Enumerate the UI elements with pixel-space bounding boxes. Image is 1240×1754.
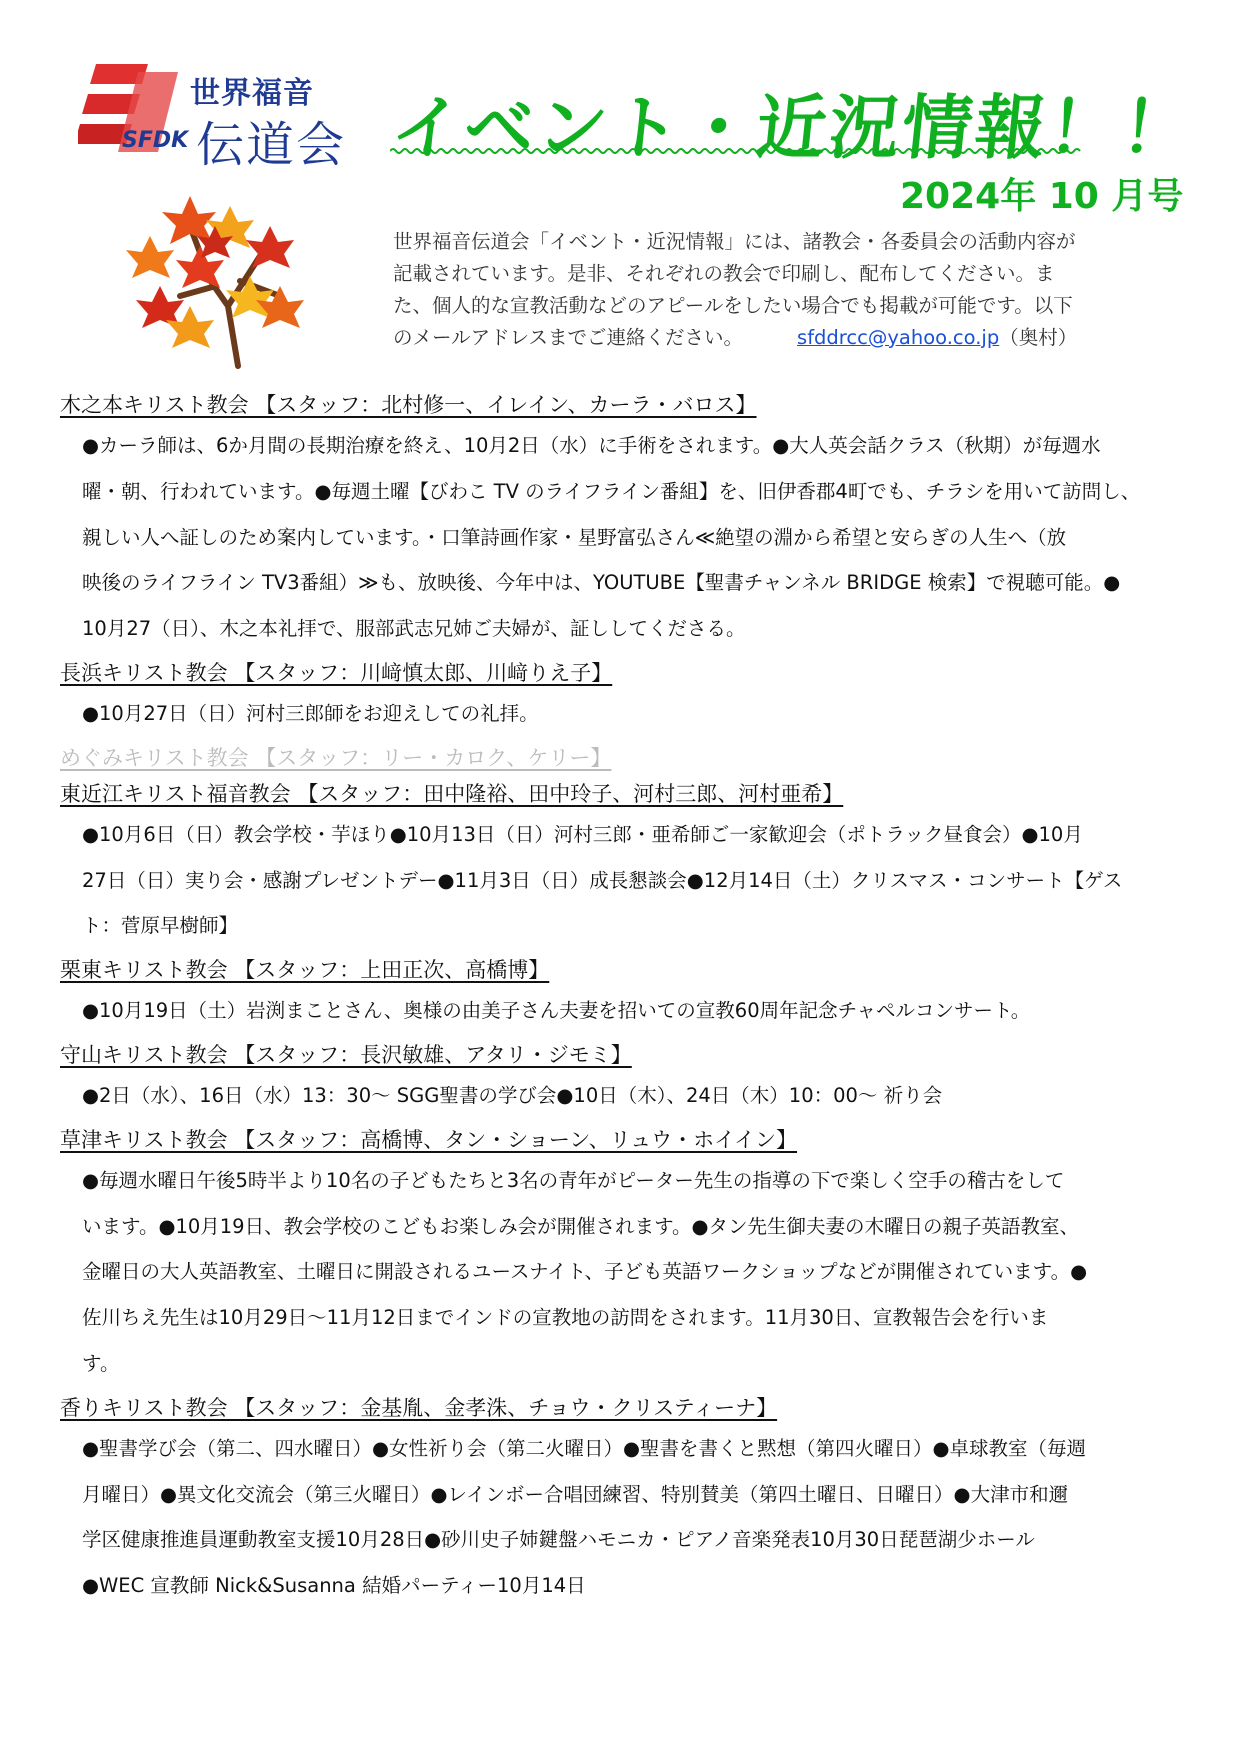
intro-line-last [393, 322, 1153, 354]
body-line: ●10月27日（日）河村三郎師をお迎えしての礼拝。 [82, 701, 539, 725]
church-heading-higashiomi: 東近江キリスト福音教会 【スタッフ：田中隆裕、田中玲子、河村三郎、河村亜希】 [60, 781, 844, 806]
intro-line: 記載されています。是非、それぞれの教会で印刷し、配布してください。ま [393, 262, 1055, 285]
autumn-leaves-icon [120, 186, 310, 376]
logo-abbreviation: SFDK [122, 128, 189, 153]
logo-name-top: 世界福音 [190, 76, 314, 111]
issue-date: 2024年 10 月号 [900, 176, 1184, 217]
church-body-kaori [60, 1426, 1190, 1609]
body-line: 金曜日の大人英語教室、土曜日に開設されるユースナイト、子ども英語ワークショップなどが開催されています。● [82, 1260, 1088, 1284]
church-heading-kusatsu: 草津キリスト教会 【スタッフ：高橋博、タン・ショーン、リュウ・ホイイン】 [60, 1127, 798, 1152]
body-line: 佐川ちえ先生は10月29日～11月12日までインドの宣教地の訪問をされます。11月30日、宣教報告会を行いま [82, 1306, 1049, 1330]
org-logo [78, 64, 347, 173]
intro-line: た、個人的な宣教活動などのアピールをしたい場合でも掲載が可能です。以下 [393, 294, 1073, 317]
body-line: ●WEC 宣教師 Nick&Susanna 結婚パーティー10月14日 [82, 1574, 586, 1598]
body-line: す。 [82, 1351, 120, 1375]
church-heading-kinomoto: 木之本キリスト教会 【スタッフ：北村修一、イレイン、カーラ・バロス】 [60, 393, 757, 417]
body-line: 月曜日）●異文化交流会（第三火曜日）●レインボー合唱団練習、特別賛美（第四土曜日、日曜日）●大津市和邇 [82, 1482, 1069, 1506]
intro-last-text: のメールアドレスまでご連絡ください。 [393, 326, 744, 349]
church-heading-nagahama: 長浜キリスト教会 【スタッフ：川﨑慎太郎、川﨑りえ子】 [60, 660, 613, 685]
logo-name-bottom: 伝道会 [196, 117, 347, 173]
body-line: ト：菅原早樹師】 [82, 914, 239, 938]
church-body-kinomoto [60, 423, 1190, 652]
body-line: ●10月6日（日）教会学校・芋ほり●10月13日（日）河村三郎・亜希師ご一家歓迎会（ポトラック昼食会）●10月 [82, 822, 1083, 846]
body-line: 映後のライフライン TV3番組）≫も、放映後、今年中は、YOUTUBE【聖書チャンネル BRIDGE 検索】で視聴可能。● [82, 571, 1121, 595]
body-line: います。●10月19日、教会学校のこどもお楽しみ会が開催されます。●タン先生御夫妻の木曜日の親子英語教室、 [82, 1214, 1080, 1238]
body-line: 27日（日）実り会・感謝プレゼントデー●11月3日（日）成長懇談会●12月14日（土）クリスマス・コンサート【ゲス [82, 868, 1123, 892]
body-line: 学区健康推進員運動教室支援10月28日●砂川史子姉鍵盤ハモニカ・ピアノ音楽発表10月30日琵琶湖少ホール [82, 1528, 1035, 1552]
body-line: 10月27（日）、木之本礼拝で、服部武志兄姉ご夫婦が、証ししてくださる。 [82, 617, 746, 641]
church-heading-kaori: 香りキリスト教会 【スタッフ：金基胤、金孝洙、チョウ・クリスティーナ】 [60, 1395, 778, 1420]
body-line: ●カーラ師は、6か月間の長期治療を終え、10月2日（水）に手術をされます。●大人英会話クラス（秋期）が毎週水 [82, 434, 1101, 457]
body-line: ●毎週水曜日午後5時半より10名の子どもたちと3名の青年がピーター先生の指導の下で楽しく空手の稽古をして [82, 1168, 1065, 1192]
body-line: ●10月19日（土）岩渕まことさん、奥様の由美子さん夫妻を招いての宣教60周年記念チャペルコンサート。 [82, 999, 1031, 1023]
intro-line: 世界福音伝道会「イベント・近況情報」には、諸教会・各委員会の活動内容が [393, 230, 1076, 253]
church-body-kusatsu [60, 1158, 1190, 1387]
church-body-moriyama [60, 1073, 1190, 1119]
intro-paragraph [393, 226, 1153, 354]
page-title: イベント・近況情報！！ [387, 87, 1199, 169]
email-link[interactable]: sfddrcc@yahoo.co.jp [797, 326, 1000, 349]
church-list [60, 384, 1190, 1609]
church-body-nagahama [60, 691, 1190, 737]
contact-name: （奥村） [999, 326, 1078, 349]
body-line: ●聖書学び会（第二、四水曜日）●女性祈り会（第二火曜日）●聖書を書くと黙想（第四火曜日）●卓球教室（毎週 [82, 1436, 1087, 1460]
church-heading-megumi: めぐみキリスト教会 【スタッフ：リー・カロク、ケリー】 [60, 745, 612, 770]
body-line: 親しい人へ証しのため案内しています。・口筆詩画作家・星野富弘さん≪絶望の淵から希望と安らぎの人生へ（放 [82, 525, 1067, 549]
body-line: 曜・朝、行われています。●毎週土曜【びわこ TV のライフライン番組】を、旧伊香郡4町でも、チラシを用いて訪問し、 [82, 479, 1141, 503]
church-body-ritto [60, 988, 1190, 1034]
church-heading-ritto: 栗東キリスト教会 【スタッフ：上田正次、高橋博】 [60, 958, 550, 983]
title-wavy-rule [390, 146, 1152, 156]
church-heading-moriyama: 守山キリスト教会 【スタッフ：長沢敏雄、アタリ・ジモミ】 [60, 1042, 632, 1067]
church-body-higashiomi [60, 812, 1190, 949]
body-line: ●2日（水）、16日（水）13：30～ SGG聖書の学び会●10日（木）、24日（木）10：00～ 祈り会 [82, 1083, 943, 1107]
